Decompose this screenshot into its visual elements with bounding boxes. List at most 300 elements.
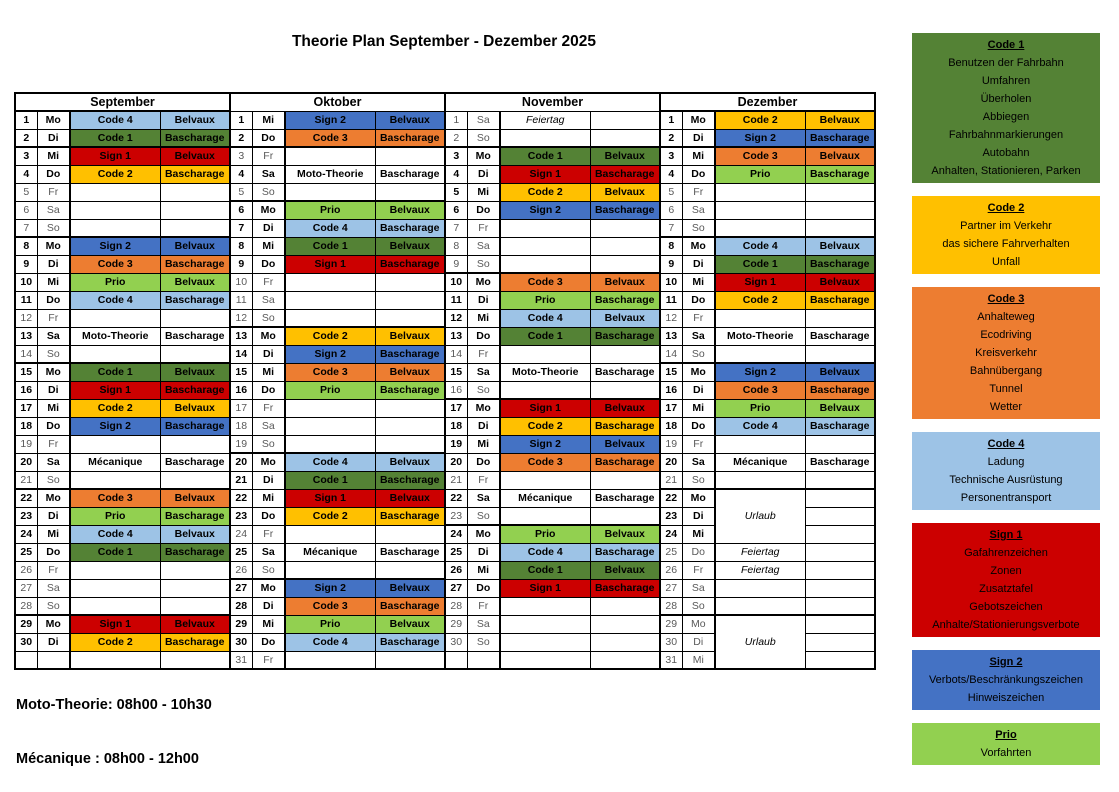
- day-number-cell: 27: [230, 579, 252, 597]
- course-cell: Feiertag: [715, 543, 805, 561]
- location-cell: [160, 201, 230, 219]
- course-cell: Code 4: [500, 309, 590, 327]
- day-abbr-cell: Mi: [682, 399, 715, 417]
- course-cell: Code 3: [715, 147, 805, 165]
- day-number-cell: 26: [15, 561, 37, 579]
- day-abbr-cell: Di: [682, 129, 715, 147]
- location-cell: Bascharage: [375, 507, 445, 525]
- course-cell: Urlaub: [715, 615, 805, 669]
- day-abbr-cell: So: [37, 597, 70, 615]
- day-abbr-cell: Sa: [682, 201, 715, 219]
- day-number-cell: 12: [445, 309, 467, 327]
- location-cell: [590, 111, 660, 129]
- location-cell: [375, 435, 445, 453]
- course-cell: Code 4: [285, 453, 375, 471]
- day-abbr-cell: Sa: [252, 417, 285, 435]
- location-cell: Bascharage: [160, 381, 230, 399]
- course-cell: Sign 2: [70, 237, 160, 255]
- legend-item: Verbots/Beschränkungszeichen: [928, 674, 1084, 686]
- course-cell: Code 2: [500, 417, 590, 435]
- legend-item: Gafahrenzeichen: [964, 547, 1048, 559]
- day-number-cell: 9: [230, 255, 252, 273]
- legend-item: Technische Ausrüstung: [949, 474, 1063, 486]
- day-abbr-cell: Mo: [467, 147, 500, 165]
- location-cell: [590, 381, 660, 399]
- day-number-cell: 29: [15, 615, 37, 633]
- location-cell: [160, 183, 230, 201]
- day-number-cell: 14: [15, 345, 37, 363]
- day-number-cell: 20: [15, 453, 37, 471]
- location-cell: Bascharage: [805, 381, 875, 399]
- course-cell: Moto-Theorie: [285, 165, 375, 183]
- location-cell: Belvaux: [160, 237, 230, 255]
- location-cell: [590, 633, 660, 651]
- day-number-cell: 11: [445, 291, 467, 309]
- day-abbr-cell: So: [467, 255, 500, 273]
- location-cell: Belvaux: [590, 435, 660, 453]
- day-abbr-cell: Mo: [252, 327, 285, 345]
- location-cell: Bascharage: [805, 453, 875, 471]
- day-number-cell: 10: [660, 273, 682, 291]
- location-cell: [805, 525, 875, 543]
- day-abbr-cell: Di: [682, 507, 715, 525]
- day-number-cell: 12: [660, 309, 682, 327]
- course-cell: Code 1: [500, 147, 590, 165]
- day-abbr-cell: So: [252, 435, 285, 453]
- course-cell: [70, 183, 160, 201]
- location-cell: [805, 345, 875, 363]
- location-cell: Bascharage: [590, 291, 660, 309]
- course-cell: Moto-Theorie: [70, 327, 160, 345]
- location-cell: Bascharage: [590, 453, 660, 471]
- day-abbr-cell: Sa: [682, 579, 715, 597]
- day-number-cell: [445, 651, 467, 669]
- day-number-cell: 15: [660, 363, 682, 381]
- course-cell: Mécanique: [70, 453, 160, 471]
- course-cell: [715, 183, 805, 201]
- day-abbr-cell: Di: [467, 417, 500, 435]
- course-cell: Code 3: [500, 273, 590, 291]
- day-number-cell: 7: [15, 219, 37, 237]
- day-abbr-cell: Mo: [682, 237, 715, 255]
- day-number-cell: 26: [230, 561, 252, 579]
- day-abbr-cell: Mi: [682, 525, 715, 543]
- day-abbr-cell: Sa: [37, 579, 70, 597]
- legend-item: Umfahren: [981, 75, 1031, 87]
- day-abbr-cell: Do: [252, 129, 285, 147]
- day-number-cell: 4: [15, 165, 37, 183]
- day-number-cell: 4: [230, 165, 252, 183]
- legend-title: Code 4: [987, 438, 1025, 450]
- course-cell: [285, 183, 375, 201]
- course-cell: Code 4: [70, 111, 160, 129]
- day-number-cell: 17: [445, 399, 467, 417]
- course-cell: [285, 561, 375, 579]
- legend-title: Code 3: [987, 293, 1025, 305]
- course-cell: [715, 309, 805, 327]
- legend-item: Partner im Verkehr: [960, 220, 1052, 232]
- course-cell: Code 4: [70, 525, 160, 543]
- location-cell: Belvaux: [160, 489, 230, 507]
- course-cell: Sign 1: [70, 147, 160, 165]
- course-cell: [500, 597, 590, 615]
- location-cell: [160, 309, 230, 327]
- theorie-plan-table: [14, 92, 876, 670]
- legend-title: Code 1: [987, 39, 1025, 51]
- course-cell: [500, 633, 590, 651]
- day-number-cell: 12: [15, 309, 37, 327]
- day-number-cell: 24: [15, 525, 37, 543]
- day-abbr-cell: Di: [467, 543, 500, 561]
- day-number-cell: 10: [15, 273, 37, 291]
- location-cell: [805, 651, 875, 669]
- day-number-cell: 21: [445, 471, 467, 489]
- day-abbr-cell: Do: [37, 165, 70, 183]
- day-number-cell: 4: [660, 165, 682, 183]
- location-cell: Belvaux: [590, 183, 660, 201]
- day-abbr-cell: So: [682, 345, 715, 363]
- course-cell: [285, 435, 375, 453]
- course-cell: Code 2: [70, 633, 160, 651]
- course-cell: Moto-Theorie: [715, 327, 805, 345]
- day-number-cell: 30: [15, 633, 37, 651]
- location-cell: Belvaux: [375, 453, 445, 471]
- location-cell: [805, 597, 875, 615]
- day-abbr-cell: Mo: [467, 399, 500, 417]
- course-cell: [715, 435, 805, 453]
- day-abbr-cell: Do: [467, 579, 500, 597]
- course-cell: [70, 201, 160, 219]
- course-cell: [70, 561, 160, 579]
- course-cell: Prio: [715, 399, 805, 417]
- day-number-cell: 2: [15, 129, 37, 147]
- location-cell: Belvaux: [590, 399, 660, 417]
- day-number-cell: 18: [230, 417, 252, 435]
- day-number-cell: 20: [230, 453, 252, 471]
- course-cell: Code 4: [715, 417, 805, 435]
- course-cell: Sign 1: [285, 255, 375, 273]
- day-abbr-cell: Fr: [467, 597, 500, 615]
- legend-item: Überholen: [980, 93, 1032, 105]
- day-number-cell: 13: [445, 327, 467, 345]
- course-cell: Code 4: [70, 291, 160, 309]
- day-abbr-cell: Di: [37, 255, 70, 273]
- legend-item: Tunnel: [989, 383, 1023, 395]
- day-number-cell: 27: [445, 579, 467, 597]
- location-cell: Bascharage: [375, 543, 445, 561]
- day-number-cell: 10: [230, 273, 252, 291]
- location-cell: Bascharage: [590, 165, 660, 183]
- course-cell: [285, 651, 375, 669]
- day-abbr-cell: Fr: [252, 147, 285, 165]
- day-number-cell: 17: [660, 399, 682, 417]
- day-number-cell: 19: [15, 435, 37, 453]
- course-cell: Sign 1: [70, 615, 160, 633]
- day-number-cell: 21: [230, 471, 252, 489]
- legend-box-sign-2: [912, 650, 1100, 710]
- day-number-cell: 22: [230, 489, 252, 507]
- course-cell: [70, 309, 160, 327]
- location-cell: [375, 417, 445, 435]
- day-abbr-cell: Sa: [467, 489, 500, 507]
- location-cell: Belvaux: [805, 111, 875, 129]
- course-cell: [500, 651, 590, 669]
- day-number-cell: 19: [230, 435, 252, 453]
- legend-panel: [912, 33, 1100, 765]
- day-abbr-cell: Sa: [467, 615, 500, 633]
- location-cell: [160, 471, 230, 489]
- day-abbr-cell: Mo: [252, 201, 285, 219]
- day-abbr-cell: Fr: [252, 525, 285, 543]
- day-number-cell: 29: [230, 615, 252, 633]
- day-abbr-cell: Mi: [252, 111, 285, 129]
- location-cell: [590, 615, 660, 633]
- day-number-cell: 19: [660, 435, 682, 453]
- day-number-cell: 3: [15, 147, 37, 165]
- day-number-cell: 9: [15, 255, 37, 273]
- legend-item: Vorfahrten: [980, 747, 1032, 759]
- day-number-cell: 22: [445, 489, 467, 507]
- legend-title: Sign 2: [989, 656, 1023, 668]
- course-cell: Prio: [715, 165, 805, 183]
- day-number-cell: 9: [660, 255, 682, 273]
- course-cell: Sign 1: [500, 399, 590, 417]
- location-cell: [590, 597, 660, 615]
- course-cell: Prio: [285, 615, 375, 633]
- course-cell: Mécanique: [285, 543, 375, 561]
- course-cell: Code 4: [285, 219, 375, 237]
- day-number-cell: 1: [445, 111, 467, 129]
- legend-title: Sign 1: [989, 529, 1023, 541]
- course-cell: [500, 615, 590, 633]
- location-cell: [590, 345, 660, 363]
- day-abbr-cell: So: [37, 219, 70, 237]
- day-number-cell: 14: [230, 345, 252, 363]
- day-abbr-cell: Fr: [252, 273, 285, 291]
- moto-theorie-hours-note: Moto-Theorie: 08h00 - 10h30: [16, 697, 212, 713]
- day-number-cell: 17: [230, 399, 252, 417]
- day-number-cell: 13: [660, 327, 682, 345]
- day-abbr-cell: Mo: [252, 453, 285, 471]
- course-cell: [70, 597, 160, 615]
- course-cell: Sign 2: [285, 111, 375, 129]
- course-cell: Code 3: [70, 255, 160, 273]
- course-cell: [500, 219, 590, 237]
- day-number-cell: 15: [230, 363, 252, 381]
- course-cell: Prio: [285, 381, 375, 399]
- day-abbr-cell: Mo: [682, 489, 715, 507]
- course-cell: Code 1: [285, 237, 375, 255]
- day-abbr-cell: Sa: [467, 237, 500, 255]
- day-number-cell: 29: [660, 615, 682, 633]
- legend-item: Abbiegen: [982, 111, 1030, 123]
- location-cell: [160, 651, 230, 669]
- day-number-cell: 20: [445, 453, 467, 471]
- day-number-cell: 24: [445, 525, 467, 543]
- location-cell: Bascharage: [160, 453, 230, 471]
- day-abbr-cell: Mi: [467, 561, 500, 579]
- day-number-cell: 30: [230, 633, 252, 651]
- course-cell: [500, 237, 590, 255]
- day-abbr-cell: Sa: [37, 327, 70, 345]
- course-cell: Sign 1: [500, 579, 590, 597]
- location-cell: [805, 615, 875, 633]
- day-abbr-cell: Sa: [37, 201, 70, 219]
- day-number-cell: 13: [230, 327, 252, 345]
- day-number-cell: 22: [660, 489, 682, 507]
- day-abbr-cell: Mi: [37, 525, 70, 543]
- legend-box-sign-1: [912, 523, 1100, 637]
- location-cell: Bascharage: [375, 597, 445, 615]
- location-cell: Bascharage: [375, 165, 445, 183]
- day-abbr-cell: Di: [467, 165, 500, 183]
- course-cell: [500, 471, 590, 489]
- month-header: Dezember: [660, 93, 875, 111]
- day-abbr-cell: Di: [37, 507, 70, 525]
- day-abbr-cell: Do: [682, 291, 715, 309]
- course-cell: Sign 1: [70, 381, 160, 399]
- course-cell: [70, 651, 160, 669]
- day-number-cell: 18: [660, 417, 682, 435]
- location-cell: Belvaux: [590, 273, 660, 291]
- day-abbr-cell: [37, 651, 70, 669]
- location-cell: Bascharage: [590, 417, 660, 435]
- course-cell: Code 1: [70, 363, 160, 381]
- day-number-cell: 19: [445, 435, 467, 453]
- location-cell: [160, 597, 230, 615]
- location-cell: Belvaux: [590, 525, 660, 543]
- day-abbr-cell: So: [467, 129, 500, 147]
- course-cell: Code 3: [715, 381, 805, 399]
- day-number-cell: 31: [660, 651, 682, 669]
- day-number-cell: 25: [445, 543, 467, 561]
- course-cell: [500, 381, 590, 399]
- day-abbr-cell: Mi: [467, 435, 500, 453]
- day-abbr-cell: Di: [682, 381, 715, 399]
- course-cell: Prio: [285, 201, 375, 219]
- course-cell: Moto-Theorie: [500, 363, 590, 381]
- course-cell: Code 2: [70, 399, 160, 417]
- legend-title: Prio: [995, 729, 1017, 741]
- course-cell: Sign 1: [285, 489, 375, 507]
- day-number-cell: 15: [445, 363, 467, 381]
- day-number-cell: 1: [15, 111, 37, 129]
- day-abbr-cell: Fr: [467, 219, 500, 237]
- location-cell: Bascharage: [590, 363, 660, 381]
- day-abbr-cell: Do: [252, 381, 285, 399]
- location-cell: [590, 507, 660, 525]
- day-number-cell: 14: [445, 345, 467, 363]
- location-cell: Bascharage: [590, 327, 660, 345]
- legend-item: Benutzen der Fahrbahn: [948, 57, 1064, 69]
- day-abbr-cell: So: [252, 309, 285, 327]
- day-number-cell: 9: [445, 255, 467, 273]
- day-number-cell: 22: [15, 489, 37, 507]
- day-abbr-cell: So: [37, 471, 70, 489]
- day-abbr-cell: Do: [682, 417, 715, 435]
- course-cell: Code 3: [285, 129, 375, 147]
- day-abbr-cell: Mo: [37, 237, 70, 255]
- day-abbr-cell: Fr: [467, 471, 500, 489]
- day-number-cell: 13: [15, 327, 37, 345]
- day-number-cell: 28: [660, 597, 682, 615]
- day-number-cell: 5: [445, 183, 467, 201]
- location-cell: Bascharage: [375, 345, 445, 363]
- course-cell: [285, 399, 375, 417]
- page-title: Theorie Plan September - Dezember 2025: [291, 33, 597, 50]
- location-cell: Bascharage: [375, 381, 445, 399]
- legend-item: Hinweiszeichen: [967, 692, 1045, 704]
- course-cell: [70, 345, 160, 363]
- location-cell: Belvaux: [375, 363, 445, 381]
- day-number-cell: 14: [660, 345, 682, 363]
- legend-item: Fahrbahnmarkierungen: [948, 129, 1064, 141]
- location-cell: Bascharage: [160, 543, 230, 561]
- location-cell: [805, 543, 875, 561]
- day-number-cell: 12: [230, 309, 252, 327]
- day-number-cell: 23: [660, 507, 682, 525]
- location-cell: Belvaux: [375, 111, 445, 129]
- legend-item: Bahnübergang: [969, 365, 1043, 377]
- legend-title: Code 2: [987, 202, 1025, 214]
- day-number-cell: 30: [660, 633, 682, 651]
- location-cell: Belvaux: [375, 201, 445, 219]
- course-cell: [70, 471, 160, 489]
- location-cell: Bascharage: [375, 219, 445, 237]
- location-cell: Bascharage: [590, 579, 660, 597]
- location-cell: [375, 399, 445, 417]
- course-cell: Code 1: [500, 561, 590, 579]
- location-cell: Belvaux: [160, 525, 230, 543]
- course-cell: [285, 417, 375, 435]
- location-cell: [375, 147, 445, 165]
- legend-item: Ladung: [987, 456, 1025, 468]
- location-cell: [805, 201, 875, 219]
- location-cell: Belvaux: [805, 273, 875, 291]
- day-number-cell: 17: [15, 399, 37, 417]
- location-cell: Bascharage: [375, 633, 445, 651]
- day-number-cell: 27: [15, 579, 37, 597]
- day-abbr-cell: Di: [37, 633, 70, 651]
- course-cell: Sign 2: [715, 129, 805, 147]
- location-cell: Belvaux: [160, 273, 230, 291]
- location-cell: Belvaux: [375, 327, 445, 345]
- day-abbr-cell: Mi: [252, 363, 285, 381]
- day-number-cell: 26: [660, 561, 682, 579]
- location-cell: Belvaux: [160, 111, 230, 129]
- day-abbr-cell: Fr: [37, 309, 70, 327]
- course-cell: Code 3: [285, 363, 375, 381]
- day-abbr-cell: Fr: [682, 561, 715, 579]
- legend-item: Zonen: [990, 565, 1022, 577]
- course-cell: [500, 507, 590, 525]
- course-cell: Code 1: [285, 471, 375, 489]
- legend-item: Wetter: [989, 401, 1023, 413]
- day-abbr-cell: Fr: [252, 399, 285, 417]
- course-cell: Prio: [500, 525, 590, 543]
- day-abbr-cell: Mo: [37, 111, 70, 129]
- day-abbr-cell: Mo: [252, 579, 285, 597]
- location-cell: Bascharage: [160, 507, 230, 525]
- day-abbr-cell: So: [467, 633, 500, 651]
- day-abbr-cell: Sa: [682, 327, 715, 345]
- day-abbr-cell: Di: [252, 219, 285, 237]
- location-cell: [805, 579, 875, 597]
- day-abbr-cell: Di: [252, 471, 285, 489]
- location-cell: Bascharage: [375, 471, 445, 489]
- day-number-cell: 7: [230, 219, 252, 237]
- course-cell: Sign 2: [70, 417, 160, 435]
